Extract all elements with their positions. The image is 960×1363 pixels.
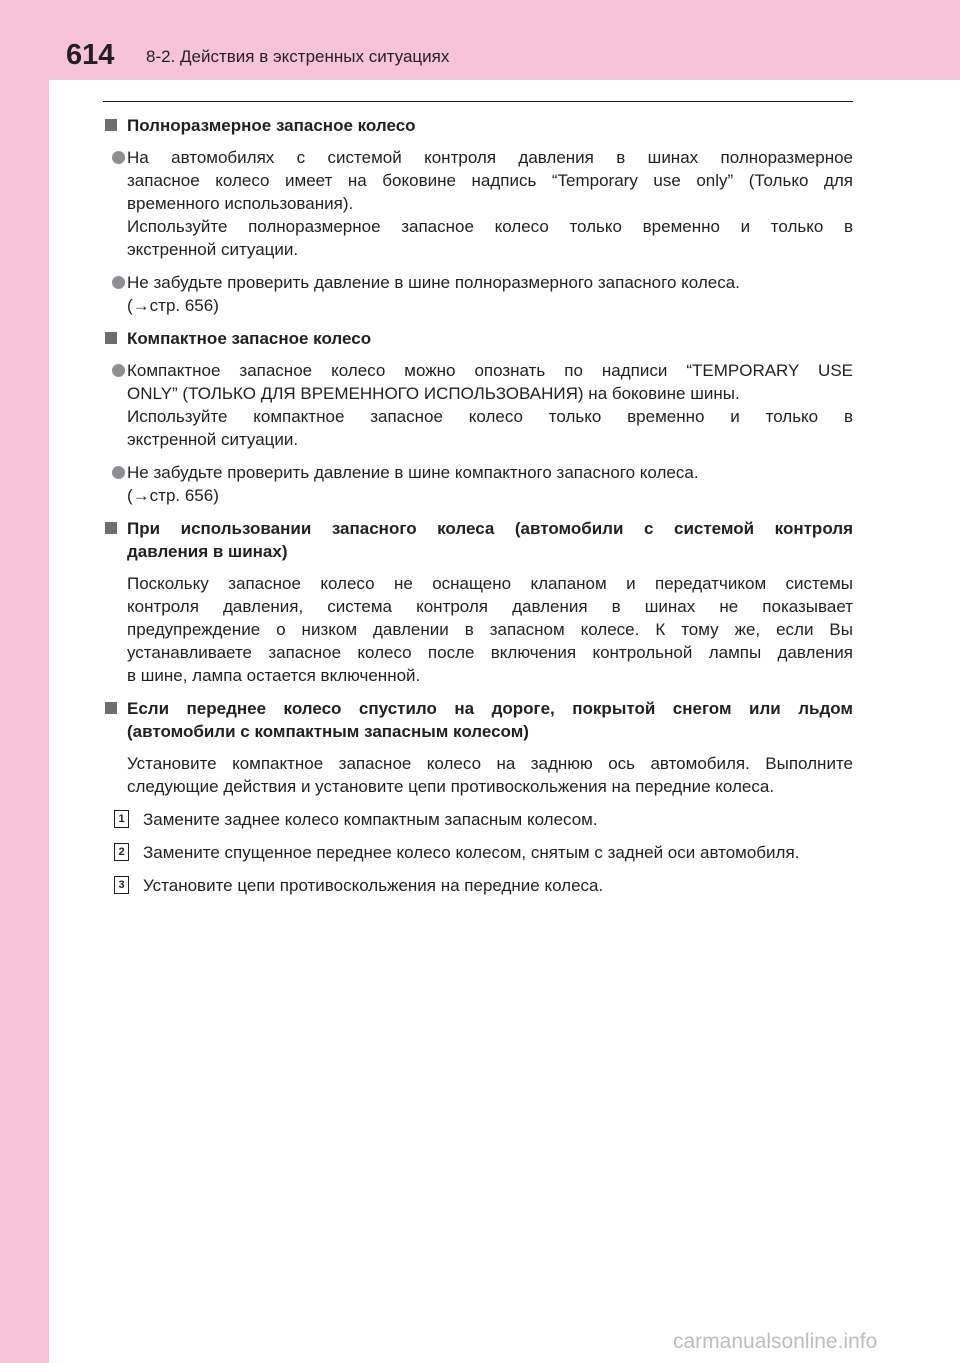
round-bullet-icon (112, 151, 125, 164)
section-heading-tpms-spare (103, 517, 853, 563)
section-heading-compact-spare (103, 327, 853, 350)
page-number: 614 (66, 39, 115, 71)
text-line: устанавливаете запасное колесо после включения контрольной лампы давления (127, 643, 853, 662)
square-bullet-icon (105, 522, 117, 534)
step-2 (103, 841, 853, 864)
chapter-title: 8-2. Действия в экстренных ситуациях (146, 47, 450, 66)
step-1 (103, 808, 853, 831)
text-line: предупреждение о низком давлении в запасном колесе. К тому же, если Вы (127, 620, 853, 639)
text-line: Используйте полноразмерное запасное колесо только временно и только в (127, 217, 853, 236)
text-line: Не забудьте проверить давление в шине компактного запасного колеса. (127, 463, 699, 482)
section-heading-full-spare (103, 114, 853, 137)
square-bullet-icon (105, 119, 117, 131)
page-reference[interactable]: (→стр. 656) (127, 296, 219, 315)
page-reference[interactable]: (→стр. 656) (127, 486, 219, 505)
header-band (0, 0, 960, 80)
paragraph-tpms-spare (103, 572, 853, 687)
text-line: запасное колесо имеет на боковине надпись “Temporary use only” (Только для (127, 171, 853, 190)
text-line: ONLY” (ТОЛЬКО ДЛЯ ВРЕМЕННОГО ИСПОЛЬЗОВАНИЯ) на боковине шины. (127, 384, 740, 403)
step-number-badge: 3 (114, 876, 129, 894)
text-line: экстренной ситуации. (127, 430, 299, 449)
round-bullet-icon (112, 466, 125, 479)
header-rule (103, 101, 853, 102)
square-bullet-icon (105, 332, 117, 344)
round-bullet-icon (112, 276, 125, 289)
step-number-badge: 2 (114, 843, 129, 861)
text-line: автомобиля. (700, 843, 800, 862)
page-content (103, 114, 853, 907)
text-line: временного использования). (127, 194, 354, 213)
section-heading-snow-ice (103, 697, 853, 743)
text-line: Используйте компактное запасное колесо только временно и только в (127, 407, 853, 426)
heading-text: При использовании запасного колеса (автомобили с системой контроля (127, 519, 853, 538)
text-line: в шине, лампа остается включенной. (127, 666, 421, 685)
heading-text: давления в шинах) (127, 542, 288, 561)
left-margin-band (0, 0, 49, 1363)
text-line: контроля давления, система контроля давления в шинах не показывает (127, 597, 853, 616)
text-line: Замените заднее колесо компактным запасным колесом. (143, 810, 598, 829)
bullet-compact-spare-marking (103, 359, 853, 451)
text-line: Установите цепи противоскольжения на передние колеса. (143, 876, 604, 895)
bullet-compact-spare-pressure (103, 461, 853, 507)
text-line: Поскольку запасное колесо не оснащено клапаном и передатчиком системы (127, 574, 853, 593)
text-line: Установите компактное запасное колесо на заднюю ось автомобиля. Выполните (127, 754, 853, 773)
text-line: На автомобилях с системой контроля давления в шинах полноразмерное (127, 148, 853, 167)
heading-text: (автомобили с компактным запасным колесом) (127, 722, 529, 741)
text-line: Не забудьте проверить давление в шине полноразмерного запасного колеса. (127, 273, 740, 292)
watermark: carmanualsonline.info (673, 1330, 878, 1353)
text-line: Компактное запасное колесо можно опознать по надписи “TEMPORARY USE (127, 361, 853, 380)
text-line: экстренной ситуации. (127, 240, 299, 259)
text-line: Замените спущенное переднее колесо колесом, снятым с задней оси (143, 843, 696, 862)
paragraph-snow-ice (103, 752, 853, 798)
heading-text: Если переднее колесо спустило на дороге, покрытой снегом или льдом (127, 699, 853, 718)
square-bullet-icon (105, 702, 117, 714)
heading-text: Компактное запасное колесо (127, 329, 372, 348)
bullet-full-spare-marking (103, 146, 853, 261)
bullet-full-spare-pressure (103, 271, 853, 317)
step-number-badge: 1 (114, 810, 129, 828)
text-line: следующие действия и установите цепи противоскольжения на передние колеса. (127, 777, 775, 796)
step-3 (103, 874, 853, 897)
round-bullet-icon (112, 364, 125, 377)
heading-text: Полноразмерное запасное колесо (127, 116, 416, 135)
